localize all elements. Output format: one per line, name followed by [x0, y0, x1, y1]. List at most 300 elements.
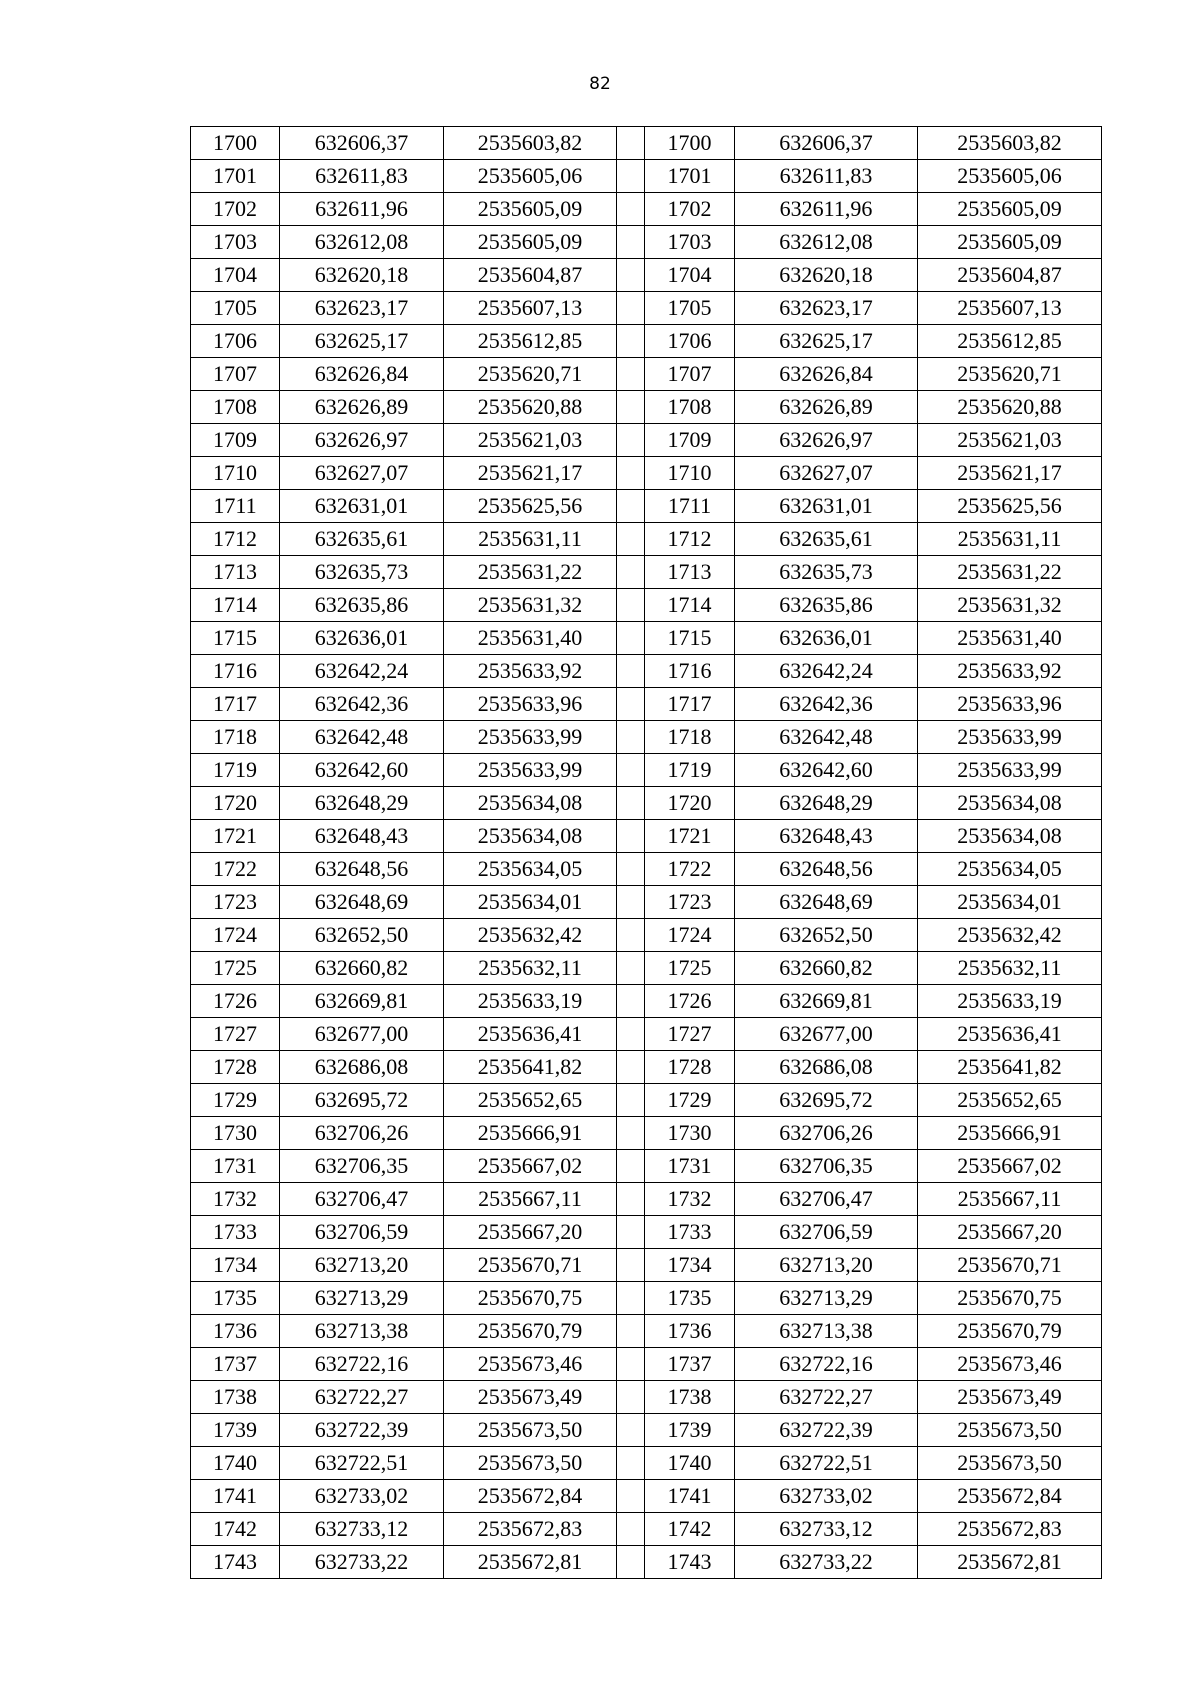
table-cell-point-number: 1710 — [191, 457, 280, 490]
table-cell-y-coordinate: 2535604,87 — [918, 259, 1102, 292]
table-cell-y-coordinate: 2535634,08 — [918, 787, 1102, 820]
table-row — [191, 1084, 1102, 1117]
table-cell-y-coordinate: 2535670,79 — [918, 1315, 1102, 1348]
table-cell-separator — [617, 1282, 645, 1315]
table-cell-separator — [617, 490, 645, 523]
table-cell-y-coordinate: 2535620,88 — [444, 391, 617, 424]
table-row — [191, 886, 1102, 919]
table-cell-y-coordinate: 2535672,81 — [918, 1546, 1102, 1579]
table-cell-x-coordinate: 632635,73 — [280, 556, 444, 589]
table-cell-point-number: 1720 — [191, 787, 280, 820]
table-cell-separator — [617, 193, 645, 226]
table-cell-point-number: 1735 — [191, 1282, 280, 1315]
table-cell-y-coordinate: 2535673,50 — [444, 1414, 617, 1447]
table-cell-separator — [617, 1150, 645, 1183]
table-cell-x-coordinate: 632713,38 — [280, 1315, 444, 1348]
table-cell-y-coordinate: 2535634,08 — [444, 820, 617, 853]
table-row — [191, 457, 1102, 490]
table-cell-separator — [617, 1480, 645, 1513]
table-cell-y-coordinate: 2535634,08 — [918, 820, 1102, 853]
table-cell-y-coordinate: 2535673,50 — [918, 1447, 1102, 1480]
table-row — [191, 325, 1102, 358]
table-cell-y-coordinate: 2535666,91 — [444, 1117, 617, 1150]
table-cell-y-coordinate: 2535604,87 — [444, 259, 617, 292]
table-cell-point-number: 1715 — [645, 622, 735, 655]
table-cell-y-coordinate: 2535632,11 — [918, 952, 1102, 985]
table-cell-x-coordinate: 632648,69 — [735, 886, 918, 919]
table-cell-x-coordinate: 632722,27 — [280, 1381, 444, 1414]
table-cell-point-number: 1700 — [191, 127, 280, 160]
table-cell-y-coordinate: 2535631,22 — [444, 556, 617, 589]
table-cell-x-coordinate: 632611,83 — [280, 160, 444, 193]
table-cell-x-coordinate: 632642,24 — [280, 655, 444, 688]
table-cell-x-coordinate: 632706,47 — [735, 1183, 918, 1216]
table-cell-point-number: 1721 — [645, 820, 735, 853]
table-cell-x-coordinate: 632713,29 — [735, 1282, 918, 1315]
table-row — [191, 853, 1102, 886]
table-cell-x-coordinate: 632620,18 — [280, 259, 444, 292]
table-cell-point-number: 1712 — [645, 523, 735, 556]
table-row — [191, 1513, 1102, 1546]
table-row — [191, 226, 1102, 259]
table-cell-separator — [617, 556, 645, 589]
table-cell-point-number: 1710 — [645, 457, 735, 490]
table-row — [191, 1414, 1102, 1447]
table-cell-y-coordinate: 2535670,71 — [444, 1249, 617, 1282]
table-cell-separator — [617, 160, 645, 193]
table-cell-point-number: 1736 — [191, 1315, 280, 1348]
table-cell-x-coordinate: 632733,22 — [280, 1546, 444, 1579]
table-cell-y-coordinate: 2535673,50 — [918, 1414, 1102, 1447]
table-cell-y-coordinate: 2535621,17 — [918, 457, 1102, 490]
table-cell-y-coordinate: 2535620,88 — [918, 391, 1102, 424]
table-cell-x-coordinate: 632722,51 — [280, 1447, 444, 1480]
table-cell-y-coordinate: 2535673,49 — [444, 1381, 617, 1414]
table-cell-point-number: 1732 — [645, 1183, 735, 1216]
table-cell-x-coordinate: 632625,17 — [735, 325, 918, 358]
table-cell-x-coordinate: 632652,50 — [735, 919, 918, 952]
table-cell-y-coordinate: 2535612,85 — [918, 325, 1102, 358]
table-cell-point-number: 1723 — [645, 886, 735, 919]
table-cell-x-coordinate: 632713,38 — [735, 1315, 918, 1348]
table-cell-point-number: 1702 — [645, 193, 735, 226]
table-cell-x-coordinate: 632706,35 — [280, 1150, 444, 1183]
table-cell-point-number: 1737 — [191, 1348, 280, 1381]
table-cell-x-coordinate: 632611,83 — [735, 160, 918, 193]
table-cell-x-coordinate: 632686,08 — [280, 1051, 444, 1084]
table-cell-x-coordinate: 632733,02 — [735, 1480, 918, 1513]
table-cell-y-coordinate: 2535631,32 — [918, 589, 1102, 622]
table-cell-y-coordinate: 2535625,56 — [444, 490, 617, 523]
table-cell-y-coordinate: 2535625,56 — [918, 490, 1102, 523]
table-row — [191, 490, 1102, 523]
table-cell-point-number: 1740 — [645, 1447, 735, 1480]
table-cell-x-coordinate: 632642,48 — [280, 721, 444, 754]
table-cell-x-coordinate: 632623,17 — [735, 292, 918, 325]
table-cell-x-coordinate: 632733,12 — [280, 1513, 444, 1546]
table-cell-point-number: 1701 — [191, 160, 280, 193]
table-cell-x-coordinate: 632626,84 — [735, 358, 918, 391]
table-cell-y-coordinate: 2535605,09 — [918, 193, 1102, 226]
table-cell-y-coordinate: 2535633,99 — [918, 754, 1102, 787]
table-cell-separator — [617, 886, 645, 919]
table-cell-point-number: 1718 — [645, 721, 735, 754]
table-cell-point-number: 1720 — [645, 787, 735, 820]
table-cell-point-number: 1704 — [645, 259, 735, 292]
table-cell-separator — [617, 424, 645, 457]
table-cell-point-number: 1729 — [191, 1084, 280, 1117]
table-cell-point-number: 1705 — [645, 292, 735, 325]
table-cell-point-number: 1706 — [191, 325, 280, 358]
table-row — [191, 1249, 1102, 1282]
table-row — [191, 589, 1102, 622]
table-cell-x-coordinate: 632706,59 — [735, 1216, 918, 1249]
table-cell-x-coordinate: 632626,89 — [280, 391, 444, 424]
table-cell-separator — [617, 820, 645, 853]
table-cell-point-number: 1738 — [645, 1381, 735, 1414]
table-cell-separator — [617, 787, 645, 820]
table-cell-separator — [617, 1315, 645, 1348]
table-row — [191, 1183, 1102, 1216]
table-row — [191, 1348, 1102, 1381]
table-row — [191, 523, 1102, 556]
table-cell-x-coordinate: 632626,97 — [735, 424, 918, 457]
table-cell-point-number: 1724 — [645, 919, 735, 952]
page-number: 82 — [589, 74, 611, 94]
table-cell-y-coordinate: 2535634,01 — [918, 886, 1102, 919]
table-row — [191, 1315, 1102, 1348]
table-cell-point-number: 1702 — [191, 193, 280, 226]
table-cell-separator — [617, 1348, 645, 1381]
table-cell-point-number: 1726 — [645, 985, 735, 1018]
table-cell-point-number: 1708 — [191, 391, 280, 424]
table-cell-y-coordinate: 2535607,13 — [444, 292, 617, 325]
table-cell-point-number: 1738 — [191, 1381, 280, 1414]
table-cell-x-coordinate: 632733,22 — [735, 1546, 918, 1579]
table-cell-point-number: 1741 — [191, 1480, 280, 1513]
table-cell-x-coordinate: 632631,01 — [735, 490, 918, 523]
table-cell-x-coordinate: 632627,07 — [280, 457, 444, 490]
table-cell-point-number: 1701 — [645, 160, 735, 193]
table-cell-x-coordinate: 632706,26 — [735, 1117, 918, 1150]
table-cell-point-number: 1737 — [645, 1348, 735, 1381]
coordinates-table-body — [191, 127, 1102, 1579]
table-cell-point-number: 1703 — [645, 226, 735, 259]
table-cell-y-coordinate: 2535631,11 — [444, 523, 617, 556]
table-cell-point-number: 1711 — [645, 490, 735, 523]
table-cell-x-coordinate: 632706,35 — [735, 1150, 918, 1183]
table-cell-point-number: 1700 — [645, 127, 735, 160]
table-cell-x-coordinate: 632652,50 — [280, 919, 444, 952]
table-cell-y-coordinate: 2535670,79 — [444, 1315, 617, 1348]
table-cell-point-number: 1707 — [191, 358, 280, 391]
table-cell-separator — [617, 391, 645, 424]
table-cell-y-coordinate: 2535633,99 — [918, 721, 1102, 754]
table-cell-y-coordinate: 2535641,82 — [444, 1051, 617, 1084]
table-cell-y-coordinate: 2535621,03 — [444, 424, 617, 457]
table-cell-x-coordinate: 632686,08 — [735, 1051, 918, 1084]
table-cell-y-coordinate: 2535605,09 — [444, 226, 617, 259]
table-cell-separator — [617, 292, 645, 325]
table-cell-point-number: 1717 — [645, 688, 735, 721]
table-cell-y-coordinate: 2535605,09 — [444, 193, 617, 226]
table-cell-separator — [617, 226, 645, 259]
table-cell-y-coordinate: 2535633,92 — [444, 655, 617, 688]
table-row — [191, 919, 1102, 952]
table-cell-x-coordinate: 632635,86 — [735, 589, 918, 622]
table-cell-y-coordinate: 2535605,06 — [444, 160, 617, 193]
table-cell-x-coordinate: 632642,36 — [735, 688, 918, 721]
table-cell-x-coordinate: 632648,29 — [280, 787, 444, 820]
table-cell-y-coordinate: 2535634,01 — [444, 886, 617, 919]
table-cell-separator — [617, 127, 645, 160]
table-row — [191, 1480, 1102, 1513]
table-cell-point-number: 1714 — [645, 589, 735, 622]
table-row — [191, 1546, 1102, 1579]
table-cell-x-coordinate: 632669,81 — [280, 985, 444, 1018]
table-cell-x-coordinate: 632722,39 — [280, 1414, 444, 1447]
table-cell-point-number: 1713 — [191, 556, 280, 589]
table-row — [191, 1051, 1102, 1084]
table-cell-x-coordinate: 632612,08 — [735, 226, 918, 259]
table-row — [191, 952, 1102, 985]
table-cell-point-number: 1722 — [191, 853, 280, 886]
table-cell-y-coordinate: 2535667,11 — [918, 1183, 1102, 1216]
table-cell-x-coordinate: 632611,96 — [735, 193, 918, 226]
table-cell-separator — [617, 1381, 645, 1414]
coordinates-table — [190, 126, 1102, 1579]
table-cell-separator — [617, 985, 645, 1018]
table-cell-x-coordinate: 632677,00 — [280, 1018, 444, 1051]
table-cell-point-number: 1724 — [191, 919, 280, 952]
table-cell-x-coordinate: 632695,72 — [280, 1084, 444, 1117]
table-cell-y-coordinate: 2535667,02 — [918, 1150, 1102, 1183]
table-cell-y-coordinate: 2535667,20 — [918, 1216, 1102, 1249]
table-cell-separator — [617, 1546, 645, 1579]
table-cell-point-number: 1712 — [191, 523, 280, 556]
table-cell-point-number: 1723 — [191, 886, 280, 919]
table-cell-x-coordinate: 632631,01 — [280, 490, 444, 523]
table-cell-y-coordinate: 2535605,06 — [918, 160, 1102, 193]
table-cell-point-number: 1727 — [645, 1018, 735, 1051]
table-cell-x-coordinate: 632642,60 — [735, 754, 918, 787]
table-cell-y-coordinate: 2535632,11 — [444, 952, 617, 985]
table-row — [191, 985, 1102, 1018]
table-cell-separator — [617, 1117, 645, 1150]
table-cell-y-coordinate: 2535673,46 — [918, 1348, 1102, 1381]
table-row — [191, 391, 1102, 424]
table-cell-x-coordinate: 632635,73 — [735, 556, 918, 589]
table-cell-y-coordinate: 2535672,81 — [444, 1546, 617, 1579]
table-row — [191, 193, 1102, 226]
table-cell-y-coordinate: 2535633,96 — [918, 688, 1102, 721]
table-cell-y-coordinate: 2535634,08 — [444, 787, 617, 820]
table-cell-separator — [617, 721, 645, 754]
table-cell-x-coordinate: 632606,37 — [735, 127, 918, 160]
table-cell-y-coordinate: 2535673,50 — [444, 1447, 617, 1480]
table-cell-point-number: 1733 — [191, 1216, 280, 1249]
table-cell-y-coordinate: 2535667,02 — [444, 1150, 617, 1183]
table-cell-separator — [617, 1051, 645, 1084]
table-cell-separator — [617, 259, 645, 292]
table-cell-separator — [617, 622, 645, 655]
table-cell-x-coordinate: 632642,60 — [280, 754, 444, 787]
table-cell-y-coordinate: 2535670,71 — [918, 1249, 1102, 1282]
table-cell-x-coordinate: 632660,82 — [735, 952, 918, 985]
table-cell-x-coordinate: 632722,51 — [735, 1447, 918, 1480]
table-cell-y-coordinate: 2535633,96 — [444, 688, 617, 721]
table-cell-separator — [617, 358, 645, 391]
table-cell-point-number: 1742 — [645, 1513, 735, 1546]
table-cell-x-coordinate: 632635,86 — [280, 589, 444, 622]
table-cell-separator — [617, 1447, 645, 1480]
table-cell-point-number: 1722 — [645, 853, 735, 886]
table-cell-x-coordinate: 632677,00 — [735, 1018, 918, 1051]
table-cell-x-coordinate: 632648,56 — [280, 853, 444, 886]
table-cell-x-coordinate: 632733,02 — [280, 1480, 444, 1513]
table-row — [191, 259, 1102, 292]
table-cell-y-coordinate: 2535607,13 — [918, 292, 1102, 325]
table-cell-point-number: 1733 — [645, 1216, 735, 1249]
table-row — [191, 1216, 1102, 1249]
table-cell-point-number: 1732 — [191, 1183, 280, 1216]
table-cell-point-number: 1731 — [645, 1150, 735, 1183]
table-cell-x-coordinate: 632660,82 — [280, 952, 444, 985]
table-cell-x-coordinate: 632706,59 — [280, 1216, 444, 1249]
table-cell-point-number: 1741 — [645, 1480, 735, 1513]
table-cell-y-coordinate: 2535631,11 — [918, 523, 1102, 556]
table-cell-point-number: 1743 — [645, 1546, 735, 1579]
table-cell-y-coordinate: 2535652,65 — [918, 1084, 1102, 1117]
table-cell-x-coordinate: 632626,89 — [735, 391, 918, 424]
table-cell-y-coordinate: 2535633,19 — [444, 985, 617, 1018]
table-row — [191, 1381, 1102, 1414]
table-cell-y-coordinate: 2535636,41 — [918, 1018, 1102, 1051]
table-cell-separator — [617, 1018, 645, 1051]
table-cell-point-number: 1708 — [645, 391, 735, 424]
table-cell-point-number: 1740 — [191, 1447, 280, 1480]
table-cell-point-number: 1734 — [191, 1249, 280, 1282]
table-row — [191, 655, 1102, 688]
table-cell-y-coordinate: 2535621,03 — [918, 424, 1102, 457]
table-cell-y-coordinate: 2535603,82 — [918, 127, 1102, 160]
table-cell-point-number: 1714 — [191, 589, 280, 622]
table-cell-separator — [617, 919, 645, 952]
table-cell-separator — [617, 1249, 645, 1282]
table-cell-x-coordinate: 632623,17 — [280, 292, 444, 325]
table-cell-y-coordinate: 2535631,22 — [918, 556, 1102, 589]
table-cell-x-coordinate: 632722,16 — [735, 1348, 918, 1381]
table-cell-x-coordinate: 632612,08 — [280, 226, 444, 259]
table-cell-y-coordinate: 2535621,17 — [444, 457, 617, 490]
table-cell-x-coordinate: 632695,72 — [735, 1084, 918, 1117]
table-cell-y-coordinate: 2535667,20 — [444, 1216, 617, 1249]
table-cell-point-number: 1739 — [645, 1414, 735, 1447]
table-cell-y-coordinate: 2535641,82 — [918, 1051, 1102, 1084]
table-cell-point-number: 1729 — [645, 1084, 735, 1117]
table-cell-y-coordinate: 2535620,71 — [444, 358, 617, 391]
table-cell-y-coordinate: 2535620,71 — [918, 358, 1102, 391]
table-cell-y-coordinate: 2535612,85 — [444, 325, 617, 358]
table-cell-separator — [617, 457, 645, 490]
table-cell-x-coordinate: 632627,07 — [735, 457, 918, 490]
table-cell-point-number: 1725 — [191, 952, 280, 985]
table-cell-y-coordinate: 2535672,83 — [444, 1513, 617, 1546]
table-row — [191, 754, 1102, 787]
table-cell-point-number: 1742 — [191, 1513, 280, 1546]
table-cell-x-coordinate: 632706,26 — [280, 1117, 444, 1150]
table-row — [191, 292, 1102, 325]
table-cell-point-number: 1716 — [645, 655, 735, 688]
table-row — [191, 1150, 1102, 1183]
table-cell-point-number: 1728 — [191, 1051, 280, 1084]
table-cell-point-number: 1726 — [191, 985, 280, 1018]
table-cell-point-number: 1707 — [645, 358, 735, 391]
table-cell-point-number: 1735 — [645, 1282, 735, 1315]
table-cell-y-coordinate: 2535605,09 — [918, 226, 1102, 259]
table-cell-point-number: 1743 — [191, 1546, 280, 1579]
table-cell-point-number: 1709 — [191, 424, 280, 457]
table-cell-x-coordinate: 632713,20 — [735, 1249, 918, 1282]
table-cell-separator — [617, 1513, 645, 1546]
table-cell-x-coordinate: 632636,01 — [280, 622, 444, 655]
table-row — [191, 1018, 1102, 1051]
table-cell-point-number: 1706 — [645, 325, 735, 358]
table-row — [191, 787, 1102, 820]
table-cell-point-number: 1719 — [191, 754, 280, 787]
table-cell-y-coordinate: 2535631,32 — [444, 589, 617, 622]
table-cell-x-coordinate: 632611,96 — [280, 193, 444, 226]
table-cell-x-coordinate: 632625,17 — [280, 325, 444, 358]
table-cell-x-coordinate: 632606,37 — [280, 127, 444, 160]
table-row — [191, 556, 1102, 589]
table-cell-point-number: 1728 — [645, 1051, 735, 1084]
table-cell-x-coordinate: 632722,27 — [735, 1381, 918, 1414]
table-cell-y-coordinate: 2535633,99 — [444, 721, 617, 754]
table-cell-y-coordinate: 2535670,75 — [918, 1282, 1102, 1315]
table-cell-x-coordinate: 632706,47 — [280, 1183, 444, 1216]
table-cell-x-coordinate: 632620,18 — [735, 259, 918, 292]
table-cell-y-coordinate: 2535633,92 — [918, 655, 1102, 688]
table-cell-separator — [617, 589, 645, 622]
table-cell-separator — [617, 1216, 645, 1249]
table-cell-separator — [617, 853, 645, 886]
table-cell-y-coordinate: 2535672,84 — [918, 1480, 1102, 1513]
table-row — [191, 721, 1102, 754]
table-cell-x-coordinate: 632648,56 — [735, 853, 918, 886]
table-cell-y-coordinate: 2535631,40 — [918, 622, 1102, 655]
table-cell-point-number: 1727 — [191, 1018, 280, 1051]
table-cell-point-number: 1703 — [191, 226, 280, 259]
table-cell-point-number: 1730 — [191, 1117, 280, 1150]
table-cell-point-number: 1717 — [191, 688, 280, 721]
table-cell-x-coordinate: 632635,61 — [280, 523, 444, 556]
table-cell-x-coordinate: 632669,81 — [735, 985, 918, 1018]
table-cell-y-coordinate: 2535666,91 — [918, 1117, 1102, 1150]
table-cell-point-number: 1715 — [191, 622, 280, 655]
table-cell-point-number: 1704 — [191, 259, 280, 292]
table-cell-point-number: 1725 — [645, 952, 735, 985]
table-cell-x-coordinate: 632648,29 — [735, 787, 918, 820]
table-cell-x-coordinate: 632635,61 — [735, 523, 918, 556]
table-cell-x-coordinate: 632713,20 — [280, 1249, 444, 1282]
table-cell-y-coordinate: 2535667,11 — [444, 1183, 617, 1216]
table-row — [191, 160, 1102, 193]
table-cell-point-number: 1731 — [191, 1150, 280, 1183]
table-cell-y-coordinate: 2535633,99 — [444, 754, 617, 787]
table-row — [191, 1447, 1102, 1480]
table-cell-x-coordinate: 632713,29 — [280, 1282, 444, 1315]
